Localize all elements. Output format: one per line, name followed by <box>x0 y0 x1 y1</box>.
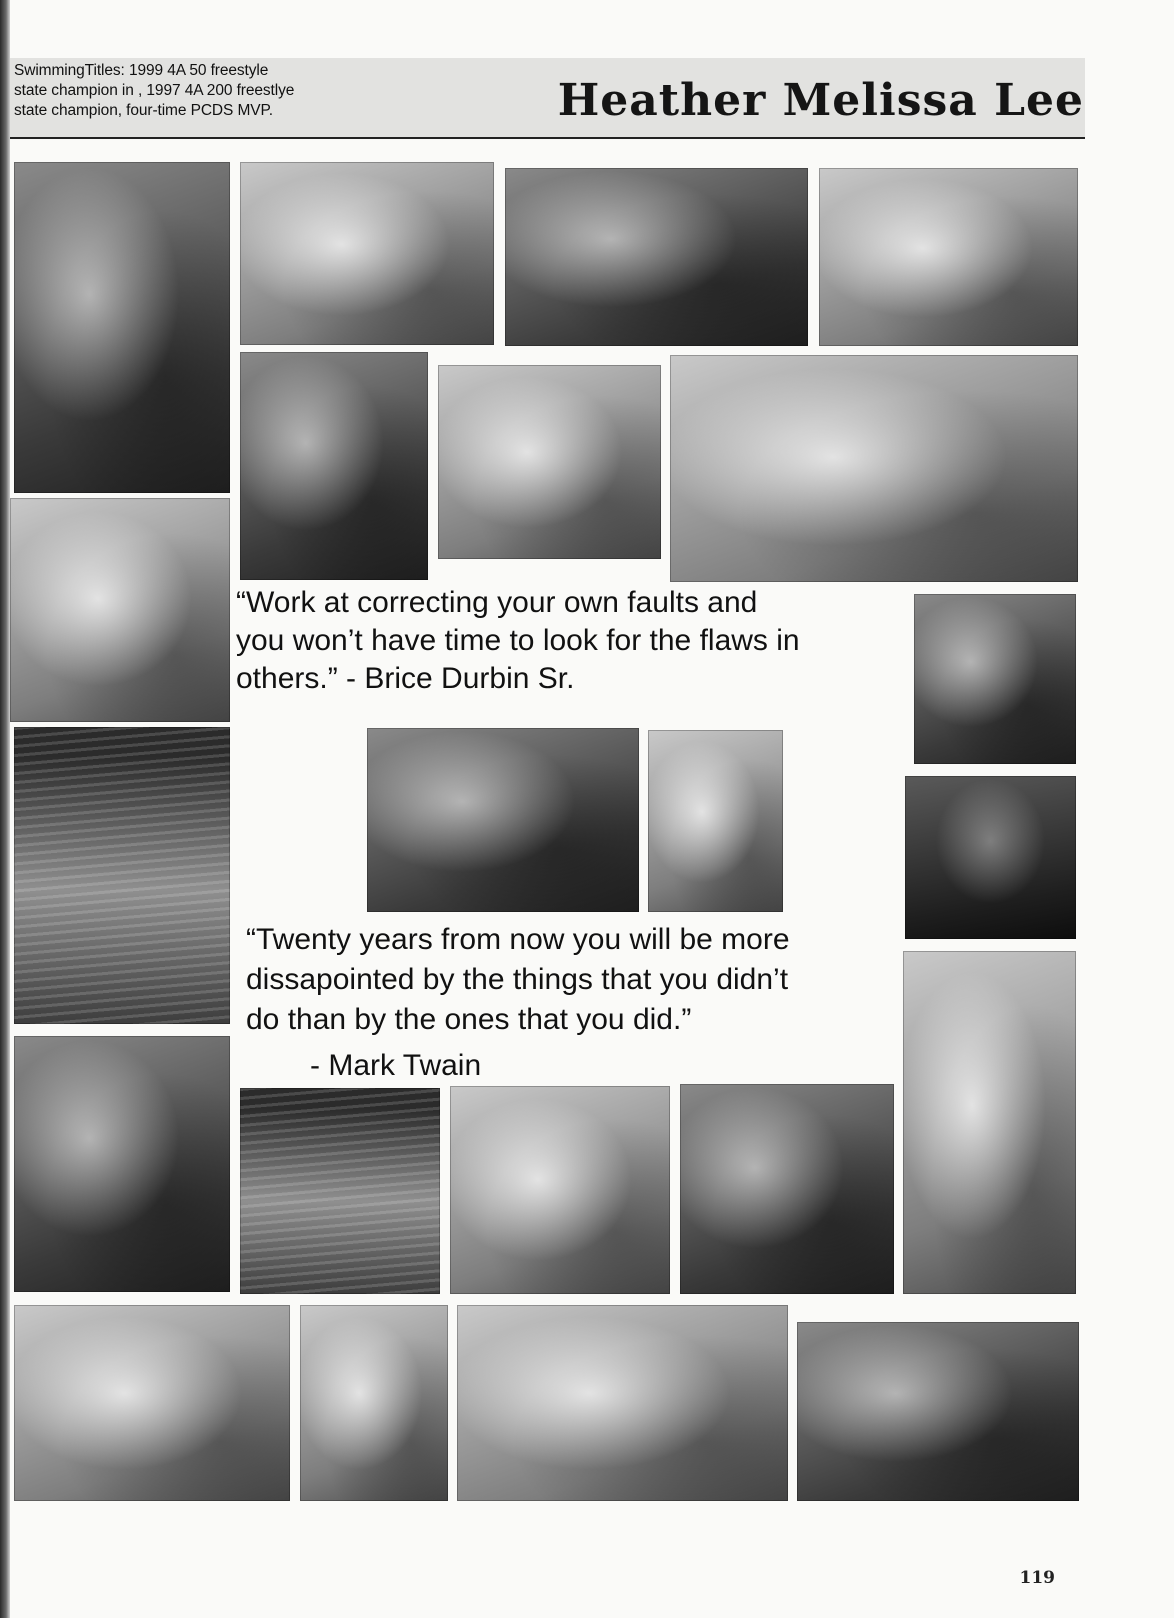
photo-two-girls-lake <box>457 1305 788 1501</box>
photo-lake-hug <box>367 728 639 912</box>
photo-girls-table <box>240 352 428 580</box>
photo-girls-grass <box>670 355 1078 582</box>
quote-twain: “Twenty years from now you will be more dissapointed by the things that you didn’t do than by the ones that you did.” <box>246 923 790 1036</box>
photo-girl-overalls <box>300 1305 448 1501</box>
quote-twain-attribution: - Mark Twain <box>310 1049 482 1082</box>
photo-dog-portrait <box>905 776 1076 939</box>
swimming-titles-line: SwimmingTitles: 1999 4A 50 freestyle <box>14 62 269 79</box>
page-number: 119 <box>1019 1568 1055 1588</box>
photo-boat-portrait <box>14 1036 230 1292</box>
photo-family-outdoors <box>14 162 230 493</box>
photo-tree-hug <box>903 951 1076 1294</box>
student-name: Heather Melissa Lee <box>557 75 1084 126</box>
photo-two-girls-porch <box>10 498 230 722</box>
photo-swim-goggles <box>797 1322 1079 1501</box>
header-rule <box>10 137 1085 139</box>
photo-girls-pile <box>438 365 661 559</box>
photo-cliff-jump <box>680 1084 894 1294</box>
photo-two-friends <box>450 1086 670 1294</box>
swimming-titles <box>14 61 354 121</box>
photo-dog-closeup <box>914 594 1076 764</box>
photo-baby <box>648 730 783 912</box>
photo-rowing-boat <box>14 727 230 1024</box>
photo-two-girls-hug <box>240 162 494 345</box>
photo-group-outdoors <box>505 168 808 346</box>
page-spine-shadow <box>0 0 10 1618</box>
swimming-titles-line: state champion in , 1997 4A 200 freestlye <box>14 82 295 99</box>
photo-two-girls-smile <box>819 168 1078 346</box>
quote-durbin: “Work at correcting your own faults and you won’t have time to look for the flaws in others.” - Brice Durbin Sr. <box>236 586 800 695</box>
photo-group-dinner <box>14 1305 290 1501</box>
photo-pool-dog <box>240 1088 440 1294</box>
swimming-titles-line: state champion, four-time PCDS MVP. <box>14 102 273 119</box>
